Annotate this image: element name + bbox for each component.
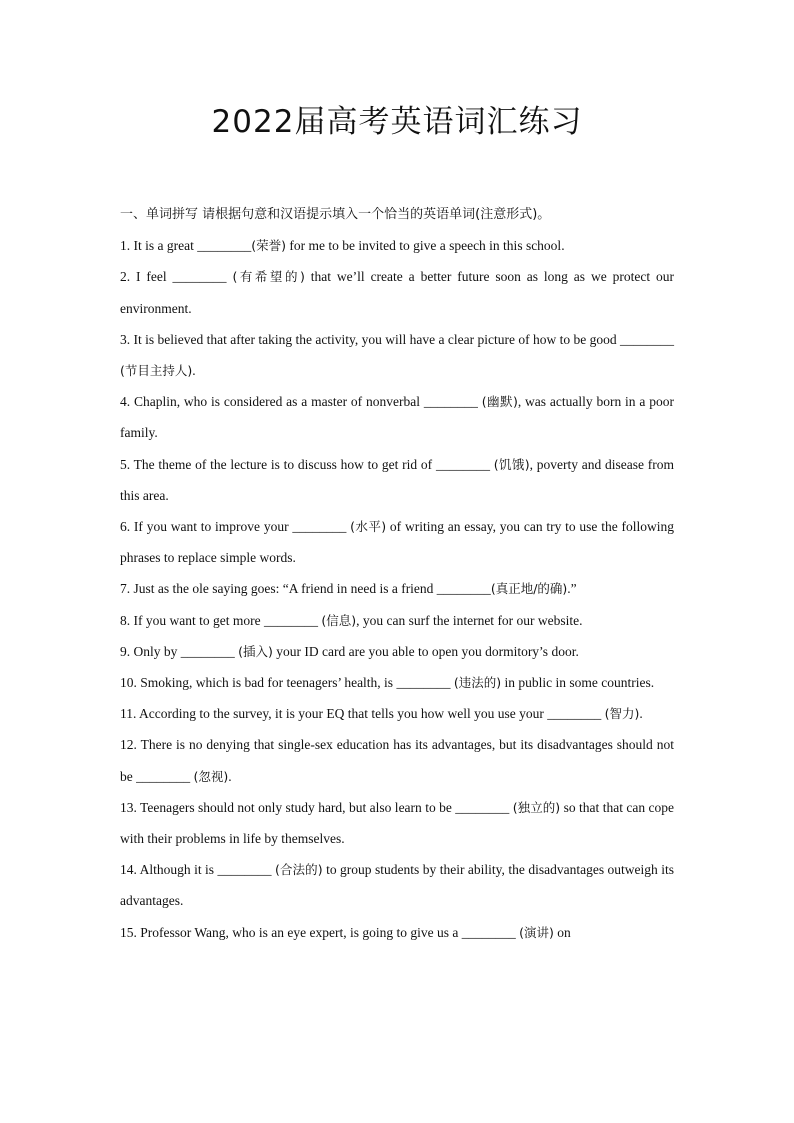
exercise-section (120, 199, 674, 948)
question-2: 2. I feel ________ (有希望的) that we’ll create a better future soon as long as we protect our environment. (120, 269, 674, 316)
question-8: 8. If you want to get more ________ (信息), you can surf the internet for our website. (120, 612, 583, 628)
question-7: 7. Just as the ole saying goes: “A friend in need is a friend ________(真正地/的确).” (120, 581, 577, 597)
question-6: 6. If you want to improve your ________ (水平) of writing an essay, you can try to use the following phrases to replace simple words. (120, 519, 674, 566)
question-13: 13. Teenagers should not only study hard, but also learn to be ________ (独立的) so that that can cope with their problems in life by themselves. (120, 799, 675, 847)
question-4: 4. Chaplin, who is considered as a master of nonverbal ________ (幽默), was actually born in a poor family. (120, 394, 674, 441)
section-heading: 一、单词拼写 请根据句意和汉语提示填入一个恰当的英语单词(注意形式)。 (120, 207, 551, 222)
question-12: 12. There is no denying that single-sex education has its advantages, but its disadvantages should not be ________ (忽视). (120, 737, 674, 784)
question-15: 15. Professor Wang, who is an eye expert, is going to give us a ________ (演讲) on (120, 924, 571, 940)
page-title: 2022届高考英语词汇练习 (211, 104, 583, 140)
question-3: 3. It is believed that after taking the activity, you will have a clear picture of how to be good ________ (节目主持人). (120, 331, 674, 379)
question-11: 11. According to the survey, it is your EQ that tells you how well you use your ________ (智力). (120, 706, 643, 722)
question-14: 14. Although it is ________ (合法的) to group students by their ability, the disadvantages outweigh its advantages. (120, 862, 675, 909)
question-10: 10. Smoking, which is bad for teenagers’ health, is ________ (违法的) in public in some countries. (120, 675, 655, 691)
question-5: 5. The theme of the lecture is to discuss how to get rid of ________ (饥饿), poverty and disease from this area. (120, 456, 674, 503)
question-9: 9. Only by ________ (插入) your ID card are you able to open you dormitory’s door. (120, 643, 579, 659)
question-1: 1. It is a great ________(荣誉) for me to be invited to give a speech in this school. (120, 238, 565, 254)
